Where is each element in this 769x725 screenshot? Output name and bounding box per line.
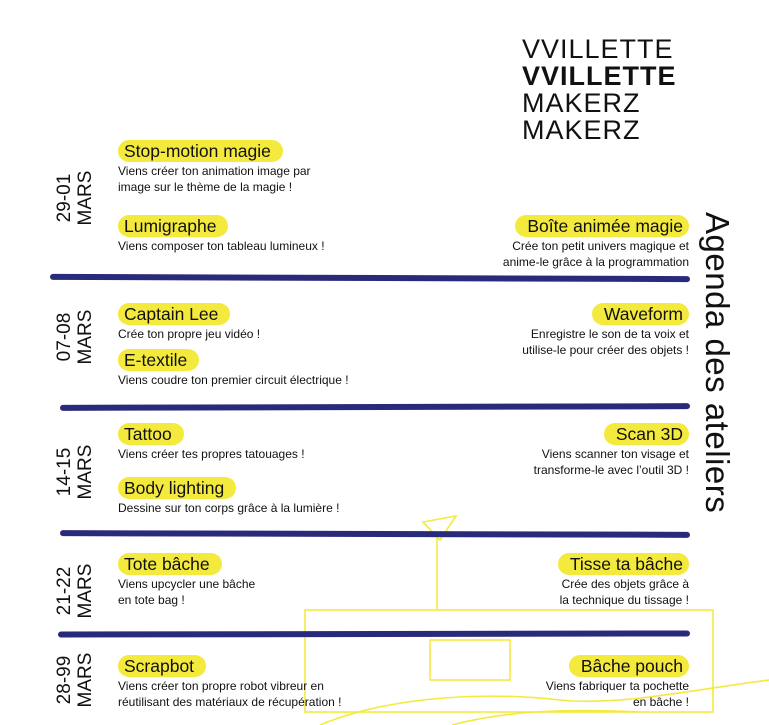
logo-line-1: VVILLETTE bbox=[522, 34, 674, 64]
workshop-description: Crée des objets grâce à la technique du tissage ! bbox=[559, 577, 689, 607]
workshop-description: Crée ton petit univers magique et anime-le grâce à la programmation bbox=[502, 239, 689, 269]
workshop-title: Tattoo bbox=[118, 423, 184, 445]
date-label-week-1 bbox=[54, 158, 106, 238]
date-month: MARS bbox=[75, 309, 96, 365]
workshop-title: E-textile bbox=[118, 349, 199, 371]
workshop-bache-pouch bbox=[546, 655, 689, 710]
workshop-description: Viens créer tes propres tatouages ! bbox=[118, 447, 305, 461]
workshop-title: Captain Lee bbox=[118, 303, 230, 325]
workshop-description: Viens fabriquer ta pochette en bâche ! bbox=[545, 679, 689, 709]
workshop-title: Lumigraphe bbox=[118, 215, 228, 237]
workshop-description: Viens créer ton animation image par image sur le thème de la magie ! bbox=[118, 164, 311, 194]
workshop-stop-motion-magie bbox=[118, 140, 311, 195]
date-label-week-3 bbox=[54, 432, 106, 512]
date-month: MARS bbox=[75, 444, 96, 500]
villette-makerz-logo bbox=[522, 36, 757, 144]
date-month: MARS bbox=[75, 563, 96, 619]
workshop-title: Scrapbot bbox=[118, 655, 206, 677]
workshop-description: Viens scanner ton visage et transforme-le avec l’outil 3D ! bbox=[533, 447, 689, 477]
workshop-body-lighting bbox=[118, 477, 339, 517]
workshop-e-textile bbox=[118, 349, 349, 389]
logo-line-2: VVILLETTE bbox=[522, 61, 677, 91]
workshop-tisse-ta-bache bbox=[558, 553, 689, 608]
date-range: 07-08 bbox=[54, 312, 75, 362]
workshop-tote-bache bbox=[118, 553, 255, 608]
logo-line-4: MAKERZ bbox=[522, 115, 641, 145]
workshop-title: Body lighting bbox=[118, 477, 236, 499]
workshop-title: Bâche pouch bbox=[569, 655, 689, 677]
date-label-week-5 bbox=[54, 640, 106, 720]
week-divider bbox=[50, 274, 690, 282]
workshop-description: Dessine sur ton corps grâce à la lumière ! bbox=[118, 501, 340, 515]
week-divider bbox=[58, 630, 690, 637]
date-label-week-2 bbox=[54, 297, 106, 377]
workshop-captain-lee bbox=[118, 303, 260, 343]
week-divider bbox=[60, 530, 690, 538]
workshop-lumigraphe bbox=[118, 215, 325, 255]
workshop-tattoo bbox=[118, 423, 305, 463]
workshop-description: Enregistre le son de ta voix et utilise-le pour créer des objets ! bbox=[522, 327, 689, 357]
date-month: MARS bbox=[75, 170, 96, 226]
workshop-description: Viens créer ton propre robot vibreur en réutilisant des matériaux de récupération ! bbox=[118, 679, 342, 709]
date-range: 21-22 bbox=[54, 566, 75, 616]
workshop-title: Tisse ta bâche bbox=[558, 553, 689, 575]
date-range: 14-15 bbox=[54, 447, 75, 497]
workshop-title: Waveform bbox=[592, 303, 689, 325]
logo-line-3: MAKERZ bbox=[522, 88, 641, 118]
workshop-title: Stop-motion magie bbox=[118, 140, 283, 162]
workshop-waveform bbox=[522, 303, 689, 358]
week-divider bbox=[60, 403, 690, 411]
workshop-title: Scan 3D bbox=[604, 423, 689, 445]
workshop-description: Viens composer ton tableau lumineux ! bbox=[118, 239, 325, 253]
workshop-description: Crée ton propre jeu vidéo ! bbox=[118, 327, 261, 341]
date-label-week-4 bbox=[54, 551, 106, 631]
date-range: 29-01 bbox=[54, 173, 75, 223]
workshop-title: Tote bâche bbox=[118, 553, 222, 575]
date-range: 28-99 bbox=[54, 655, 75, 705]
workshop-title: Boîte animée magie bbox=[515, 215, 689, 237]
workshop-boite-animee-magie bbox=[503, 215, 689, 270]
workshop-description: Viens upcycler une bâche en tote bag ! bbox=[118, 577, 256, 607]
date-month: MARS bbox=[75, 652, 96, 708]
workshop-scan-3d bbox=[534, 423, 689, 478]
page-title: Agenda des ateliers bbox=[699, 212, 736, 514]
workshop-description: Viens coudre ton premier circuit électrique ! bbox=[118, 373, 349, 387]
workshop-scrapbot bbox=[118, 655, 341, 710]
